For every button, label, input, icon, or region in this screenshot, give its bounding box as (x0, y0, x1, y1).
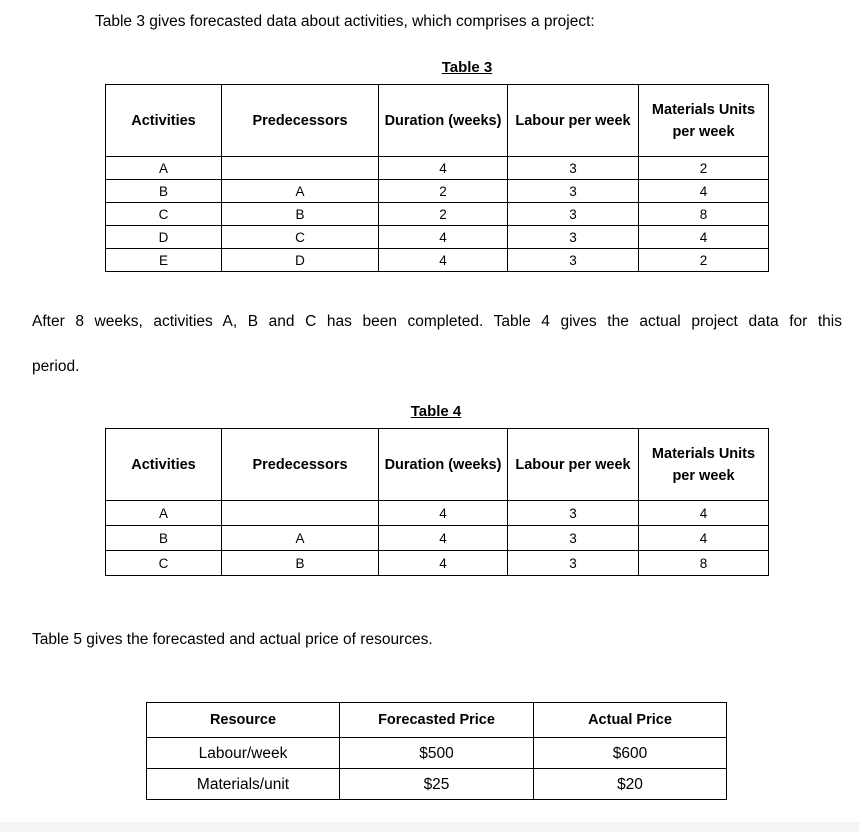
table3-row (106, 157, 769, 180)
table3-row (106, 180, 769, 203)
table3-cell: 2 (379, 203, 508, 226)
table3-cell: 4 (379, 157, 508, 180)
table4-cell: 4 (639, 501, 769, 526)
table5-header-row (147, 703, 727, 738)
table5-row (147, 769, 727, 800)
table4-cell: 3 (508, 501, 639, 526)
table4-cell: 4 (379, 501, 508, 526)
table3-caption: Table 3 (441, 59, 493, 76)
table3-cell: 3 (508, 157, 639, 180)
table3-cell: C (222, 226, 379, 249)
table3-header-duration: Duration (weeks) (379, 85, 508, 157)
table4-cell (222, 501, 379, 526)
table4-cell: A (106, 501, 222, 526)
table3-cell: 8 (639, 203, 769, 226)
table3-cell: 2 (639, 249, 769, 272)
table3-cell: A (222, 180, 379, 203)
table4-cell: B (222, 551, 379, 576)
table4-header-row (106, 429, 769, 501)
table3-cell: D (106, 226, 222, 249)
table3-row (106, 226, 769, 249)
table3-header-labour: Labour per week (508, 85, 639, 157)
table5-header-actual: Actual Price (534, 703, 727, 738)
table5-cell: Labour/week (147, 738, 340, 769)
table3-cell: 4 (379, 226, 508, 249)
table4-header-duration: Duration (weeks) (379, 429, 508, 501)
table3-header-predecessors: Predecessors (222, 85, 379, 157)
table3-cell: 4 (379, 249, 508, 272)
table4-cell: 4 (379, 526, 508, 551)
table3-cell: D (222, 249, 379, 272)
table4-header-labour: Labour per week (508, 429, 639, 501)
bottom-band (0, 822, 859, 832)
table3-header-row (106, 85, 769, 157)
table3-cell: B (106, 180, 222, 203)
table3-cell: 3 (508, 249, 639, 272)
table5-header-forecasted: Forecasted Price (340, 703, 534, 738)
table4-cell: 8 (639, 551, 769, 576)
table3-cell: 3 (508, 203, 639, 226)
table5-cell: Materials/unit (147, 769, 340, 800)
table3-cell: E (106, 249, 222, 272)
table4-row (106, 551, 769, 576)
table4-header-activities: Activities (106, 429, 222, 501)
table3-cell: 4 (639, 180, 769, 203)
table3-row (106, 203, 769, 226)
table5-row (147, 738, 727, 769)
table4 (105, 428, 769, 576)
table4-cell: 4 (639, 526, 769, 551)
table4-cell: 3 (508, 551, 639, 576)
table3-cell: A (106, 157, 222, 180)
table3-cell: 4 (639, 226, 769, 249)
table3-header-activities: Activities (106, 85, 222, 157)
table5-cell: $20 (534, 769, 727, 800)
table3-cell: 3 (508, 180, 639, 203)
table4-cell: 3 (508, 526, 639, 551)
table4-cell: B (106, 526, 222, 551)
table4-row (106, 501, 769, 526)
table3-cell: B (222, 203, 379, 226)
table5-cell: $500 (340, 738, 534, 769)
table5-cell: $600 (534, 738, 727, 769)
intro-text: Table 3 gives forecasted data about activities, which comprises a project: (95, 13, 595, 30)
table3 (105, 84, 769, 272)
table4-header-predecessors: Predecessors (222, 429, 379, 501)
table5-intro: Table 5 gives the forecasted and actual price of resources. (32, 631, 433, 648)
table3-cell (222, 157, 379, 180)
after-text-line1: After 8 weeks, activities A, B and C has been completed. Table 4 gives the actual project data for this (32, 313, 842, 330)
table5-cell: $25 (340, 769, 534, 800)
table5 (146, 702, 727, 800)
table4-cell: 4 (379, 551, 508, 576)
table4-header-materials: Materials Units per week (639, 429, 769, 501)
table4-cell: A (222, 526, 379, 551)
table5-header-resource: Resource (147, 703, 340, 738)
table3-cell: 2 (639, 157, 769, 180)
table3-row (106, 249, 769, 272)
after-text-line2: period. (32, 358, 80, 375)
table3-cell: C (106, 203, 222, 226)
table4-caption: Table 4 (410, 403, 462, 420)
table3-header-materials: Materials Units per week (639, 85, 769, 157)
table4-row (106, 526, 769, 551)
table4-cell: C (106, 551, 222, 576)
table3-cell: 2 (379, 180, 508, 203)
table3-cell: 3 (508, 226, 639, 249)
